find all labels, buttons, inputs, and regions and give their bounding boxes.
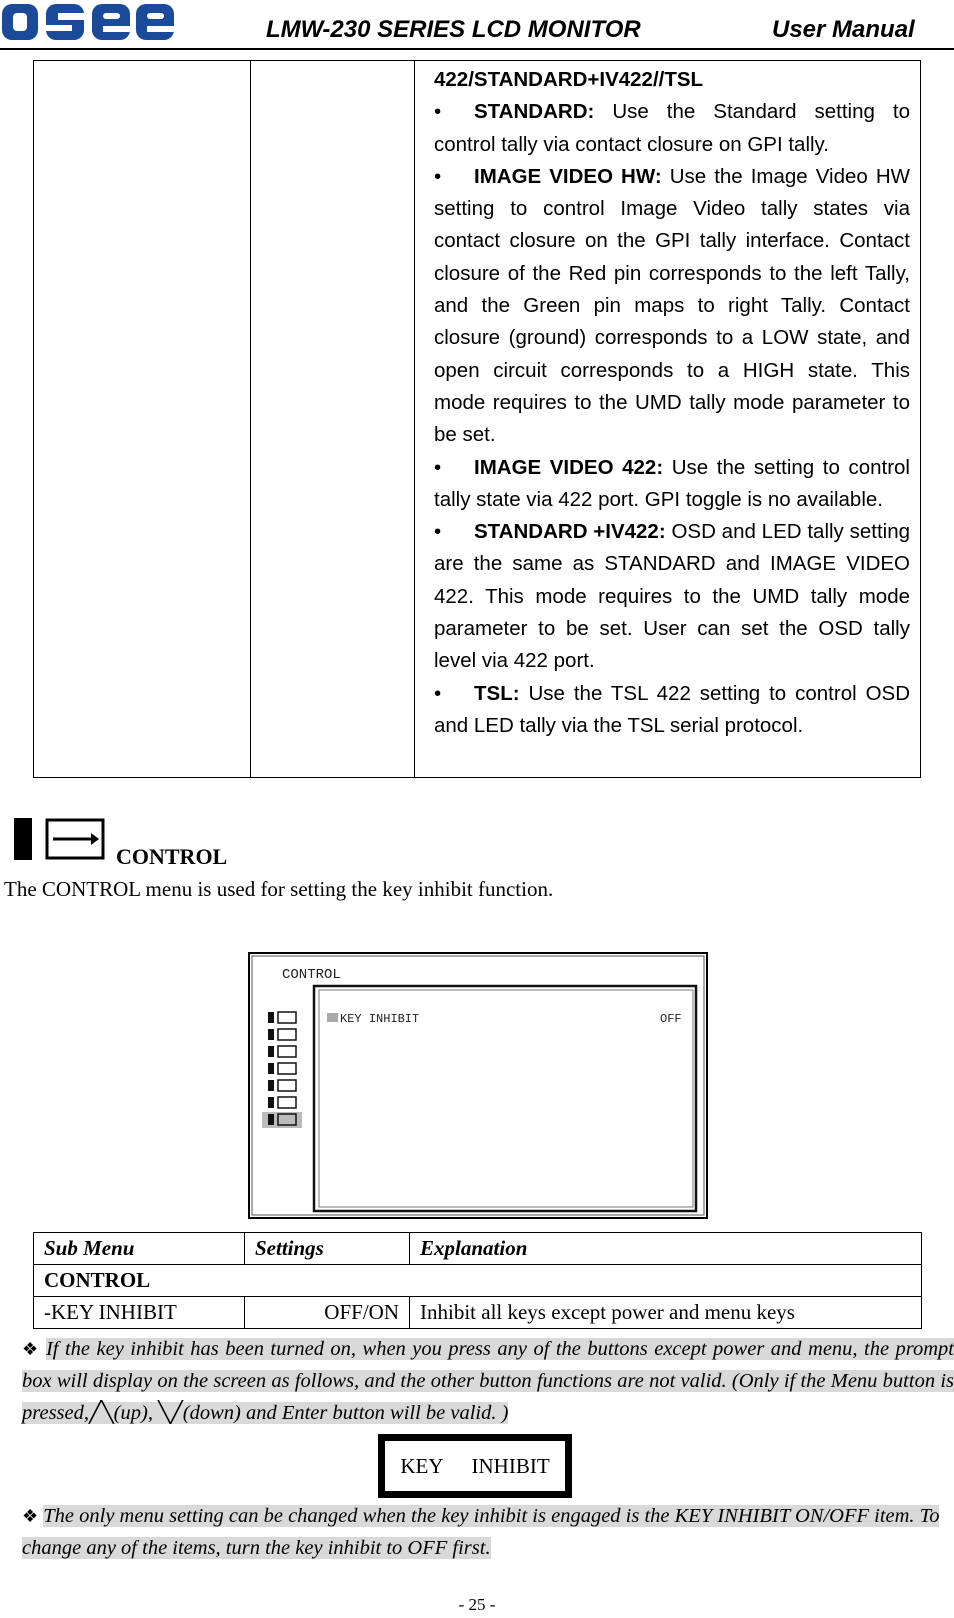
submenu-cell: -KEY INHIBIT — [34, 1297, 245, 1329]
list-item: • TSL: Use the TSL 422 setting to control OSD and LED tally via the TSL serial protocol. — [434, 681, 910, 737]
osd-key-inhibit-label: KEY INHIBIT — [340, 1012, 420, 1026]
column-divider — [414, 61, 415, 777]
section-title: CONTROL — [116, 844, 228, 869]
control-settings-table — [33, 1232, 922, 1329]
osd-key-inhibit-value: OFF — [660, 1012, 682, 1026]
list-item: • STANDARD +IV422: OSD and LED tally setting are the same as STANDARD and IMAGE VIDEO 422. This mode requires to the UMD tally mode parameter to be set. User can set the OSD tally level via 422 port. — [434, 520, 910, 673]
settings-cell: OFF/ON — [245, 1297, 410, 1329]
osee-logo — [2, 2, 174, 42]
section-description: The CONTROL menu is used for setting the key inhibit function. — [4, 877, 554, 901]
osd-title: CONTROL — [282, 967, 341, 983]
control-menu-screenshot — [248, 952, 708, 1219]
explanation-cell: Inhibit all keys except power and menu keys — [410, 1297, 922, 1329]
tally-explanation-cell — [434, 64, 910, 742]
column-divider — [250, 61, 251, 777]
note-key-inhibit: ❖ If the key inhibit has been turned on, when you press any of the buttons except power and menu, the prompt box will display on the screen as follows, and the other button functions are not valid. (Only if the Menu button is pressed,╱╲(up), ╲╱(down) and Enter button will be valid. ) — [22, 1338, 954, 1424]
group-label: CONTROL — [34, 1265, 922, 1297]
document-title: LMW-230 SERIES LCD MONITOR — [266, 16, 641, 43]
section-marker — [14, 818, 32, 860]
list-item: • IMAGE VIDEO HW: Use the Image Video HW setting to control Image Video tally states via contact closure on the GPI tally interface. Contact closure of the Red pin corresponds to the left Tally, and the Green pin maps to right Tally. Contact closure (ground) corresponds to a LOW state, and open circuit corresponds to a HIGH state. This mode requires to the UMD tally mode parameter to be set. — [434, 164, 910, 447]
control-menu-icon — [45, 818, 105, 860]
list-item: • IMAGE VIDEO 422: Use the setting to control tally state via 422 port. GPI toggle is no available. — [434, 455, 910, 511]
document-type: User Manual — [772, 16, 915, 43]
table-group-row — [34, 1265, 922, 1297]
table-row — [34, 1297, 922, 1329]
list-item: • STANDARD: Use the Standard setting to control tally via contact closure on GPI tally. — [434, 100, 910, 156]
column-header: Sub Menu — [34, 1233, 245, 1265]
key-inhibit-prompt-box: KEY INHIBIT — [378, 1434, 572, 1498]
note-menu-setting: ❖ The only menu setting can be changed when the key inhibit is engaged is the KEY INHIBIT ON/OFF item. To change any of the items, turn the key inhibit to OFF first. — [22, 1505, 940, 1559]
tally-modes-heading: 422/STANDARD+IV422//TSL — [434, 68, 704, 91]
column-header: Explanation — [410, 1233, 922, 1265]
table-header-row — [34, 1233, 922, 1265]
column-header: Settings — [245, 1233, 410, 1265]
page-number: - 25 - — [458, 1595, 496, 1614]
header-rule — [0, 48, 954, 50]
